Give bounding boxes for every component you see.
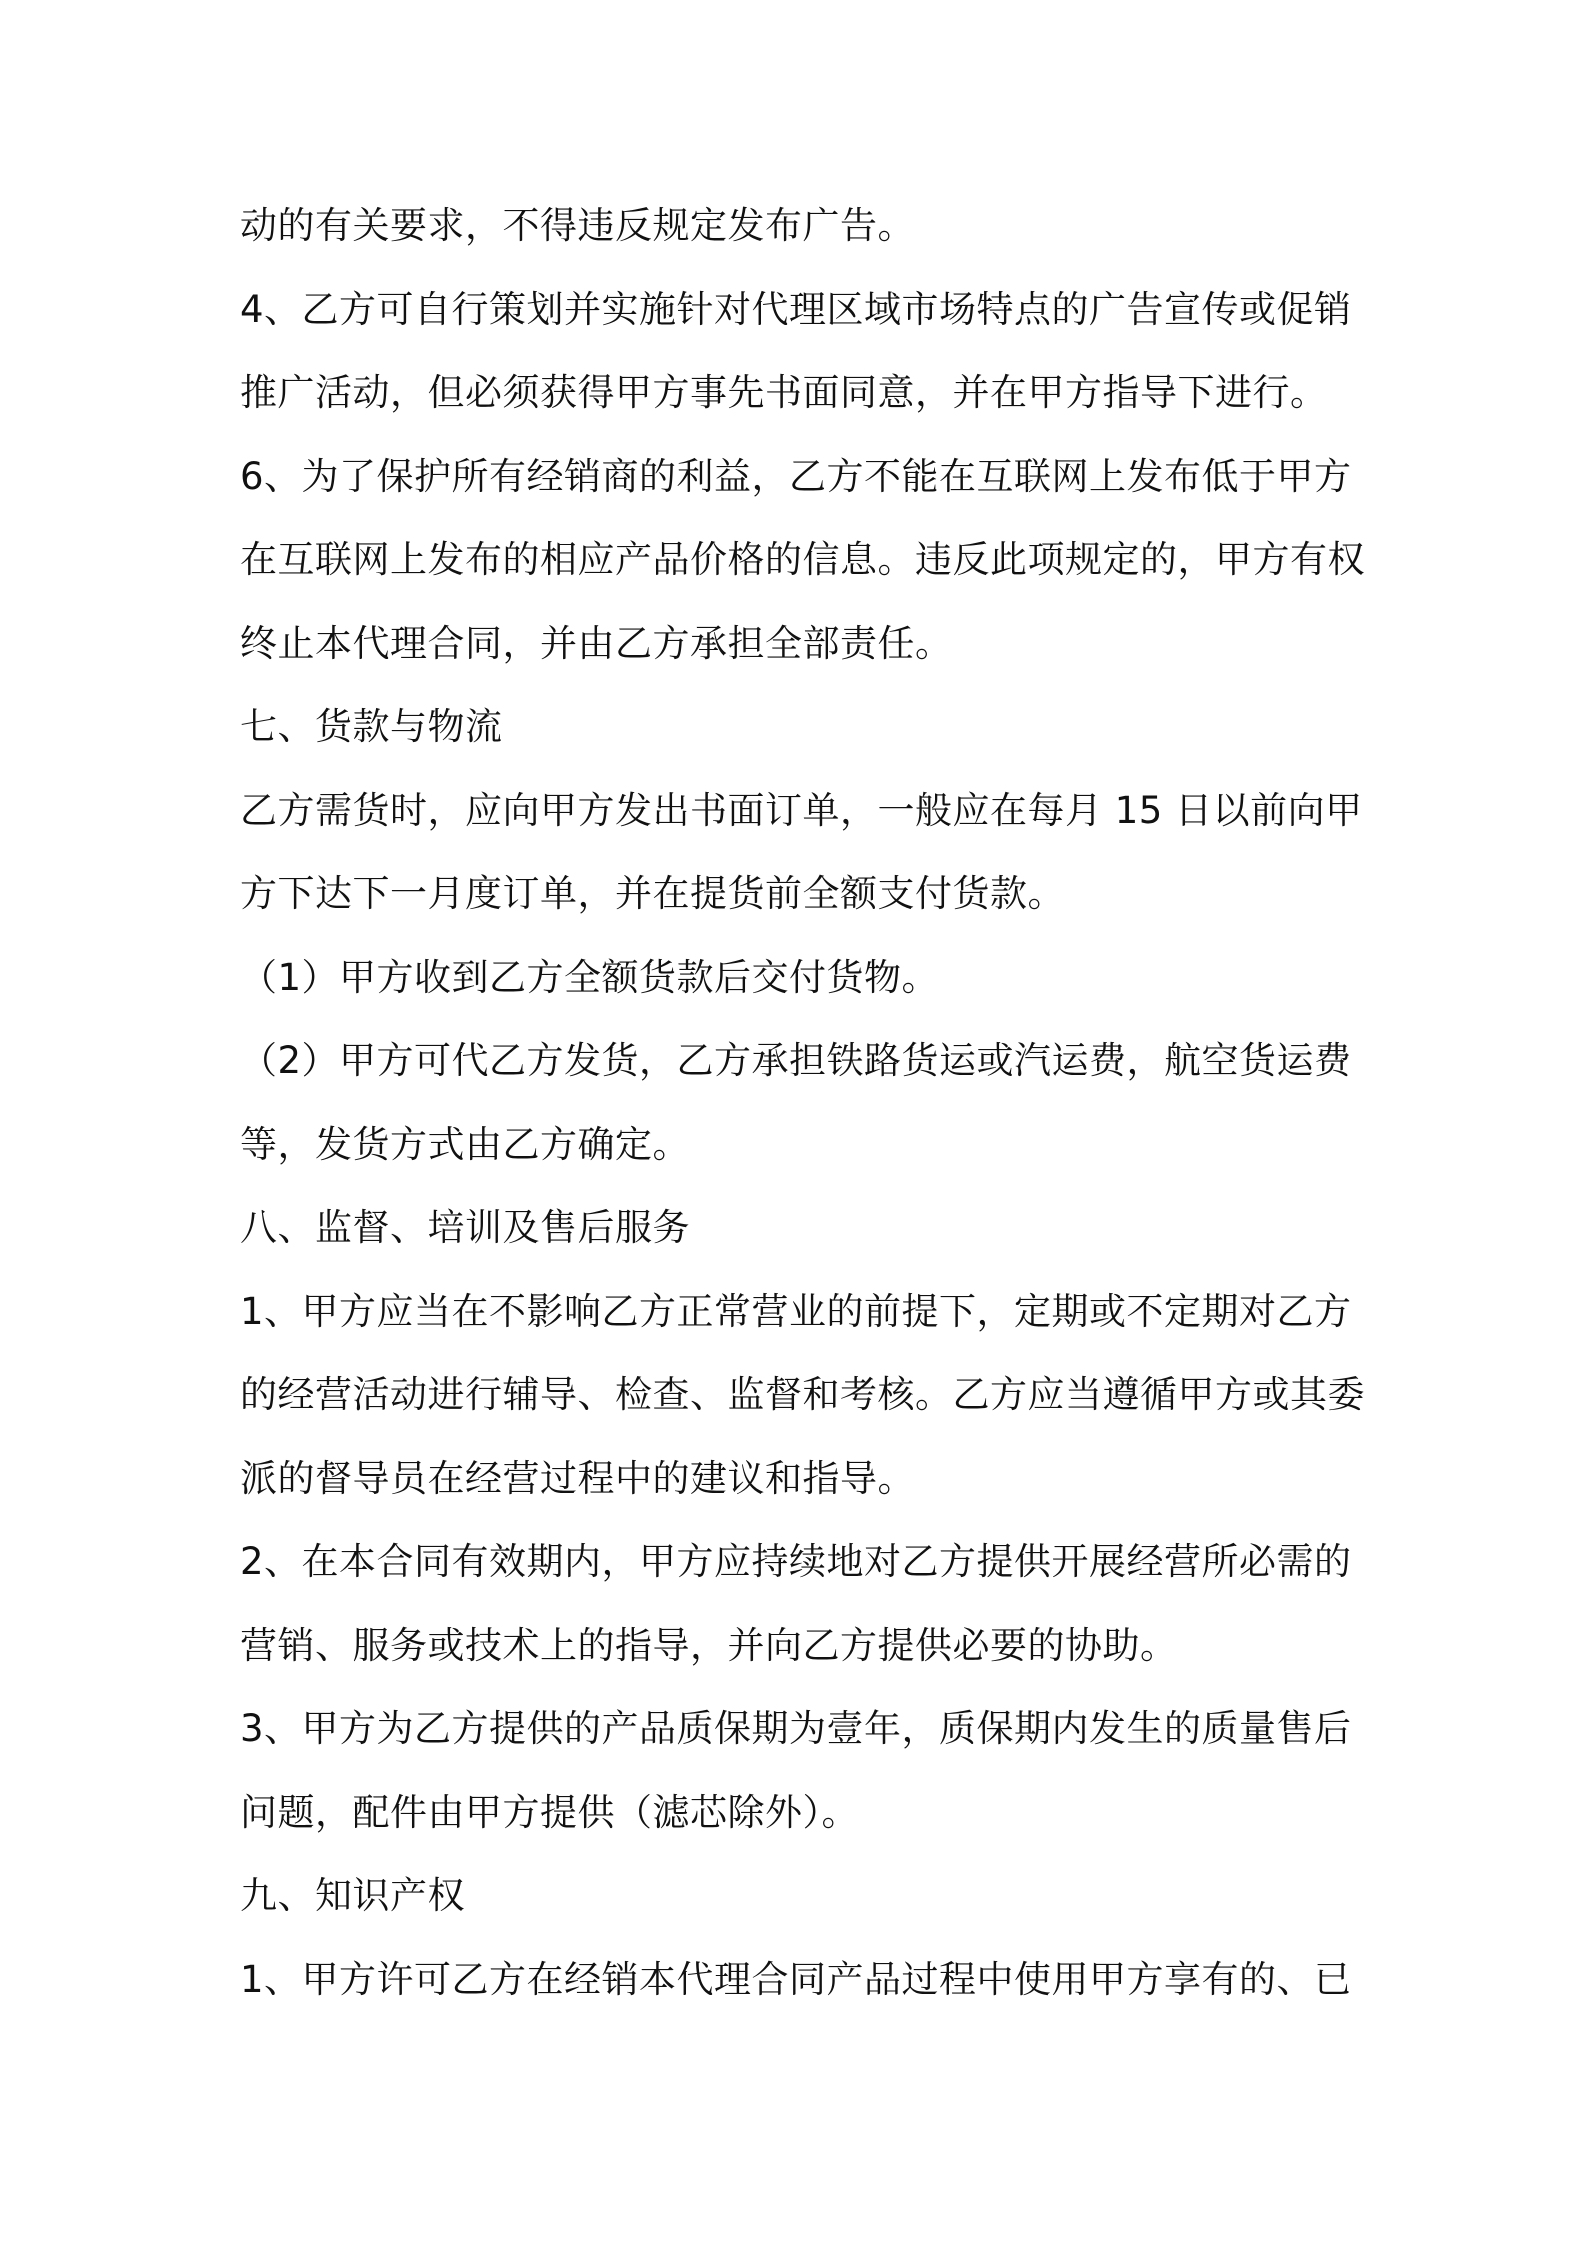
text-line: 2、在本合同有效期内，甲方应持续地对乙方提供开展经营所必需的 xyxy=(240,1540,1352,1583)
text-line: 推广活动，但必须获得甲方事先书面同意，并在甲方指导下进行。 xyxy=(240,371,1328,414)
text-line: 动的有关要求，不得违反规定发布广告。 xyxy=(240,204,915,247)
text-line: 6、为了保护所有经销商的利益，乙方不能在互联网上发布低于甲方 xyxy=(240,455,1352,498)
text-line: 1、甲方许可乙方在经销本代理合同产品过程中使用甲方享有的、已 xyxy=(240,1958,1352,2001)
section-heading: 九、知识产权 xyxy=(240,1874,465,1917)
text-line: 1、甲方应当在不影响乙方正常营业的前提下，定期或不定期对乙方 xyxy=(240,1290,1352,1333)
text-line: 乙方需货时，应向甲方发出书面订单，一般应在每月 15 日以前向甲 xyxy=(240,789,1363,832)
text-line: 营销、服务或技术上的指导，并向乙方提供必要的协助。 xyxy=(240,1624,1178,1667)
text-line: 3、甲方为乙方提供的产品质保期为壹年，质保期内发生的质量售后 xyxy=(240,1707,1352,1750)
text-line: 在互联网上发布的相应产品价格的信息。违反此项规定的，甲方有权 xyxy=(240,538,1365,581)
text-line: 派的督导员在经营过程中的建议和指导。 xyxy=(240,1457,915,1500)
text-line: 的经营活动进行辅导、检查、监督和考核。乙方应当遵循甲方或其委 xyxy=(240,1373,1365,1416)
text-line: 问题，配件由甲方提供（滤芯除外）。 xyxy=(240,1791,859,1834)
text-line: 方下达下一月度订单，并在提货前全额支付货款。 xyxy=(240,872,1065,915)
section-heading: 七、货款与物流 xyxy=(240,705,503,748)
text-line: 4、乙方可自行策划并实施针对代理区域市场特点的广告宣传或促销 xyxy=(240,288,1352,331)
section-heading: 八、监督、培训及售后服务 xyxy=(240,1206,690,1249)
text-line: （1）甲方收到乙方全额货款后交付货物。 xyxy=(240,956,940,999)
text-line: 等，发货方式由乙方确定。 xyxy=(240,1123,690,1166)
text-line: （2）甲方可代乙方发货，乙方承担铁路货运或汽运费，航空货运费 xyxy=(240,1039,1352,1082)
text-line: 终止本代理合同，并由乙方承担全部责任。 xyxy=(240,622,953,665)
